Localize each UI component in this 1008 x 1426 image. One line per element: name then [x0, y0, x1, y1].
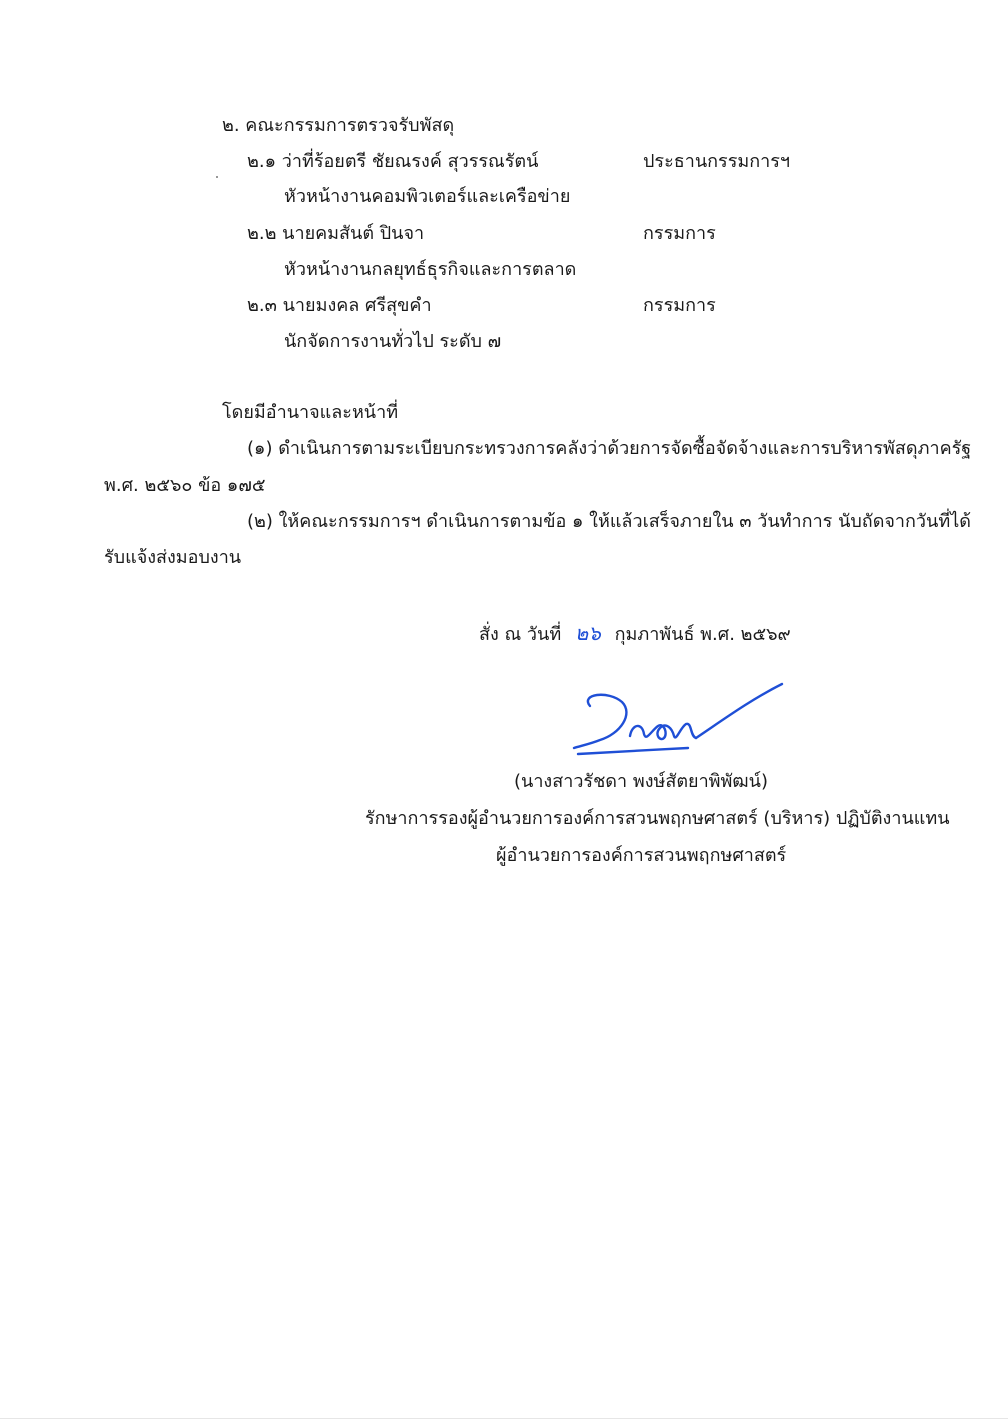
order-date-prefix: สั่ง ณ วันที่ [479, 624, 562, 645]
member-2-name: ๒.๒ นายคมสันต์ ปินจา [247, 223, 425, 244]
signer-name: (นางสาวรัชดา พงษ์สัตยาพิพัฒน์) [514, 771, 768, 792]
member-1-position: หัวหน้างานคอมพิวเตอร์และเครือข่าย [284, 186, 571, 207]
handwritten-signature [560, 676, 800, 772]
duties-heading: โดยมีอำนาจและหน้าที่ [222, 402, 399, 423]
member-3-position: นักจัดการงานทั่วไป ระดับ ๗ [284, 331, 502, 352]
order-date-month-year: กุมภาพันธ์ พ.ศ. ๒๕๖๙ [614, 624, 791, 645]
member-1-role: ประธานกรรมการฯ [643, 151, 791, 172]
scan-speck [216, 176, 218, 178]
page-edge-line [0, 1418, 1008, 1419]
member-3-name: ๒.๓ นายมงคล ศรีสุขคำ [247, 295, 432, 316]
order-date-day: ๒๖ [574, 621, 601, 645]
member-2-position: หัวหน้างานกลยุทธ์ธุรกิจและการตลาด [284, 259, 577, 280]
member-1-name: ๒.๑ ว่าที่ร้อยตรี ชัยณรงค์ สุวรรณรัตน์ [247, 151, 539, 172]
duty-2-line-2: รับแจ้งส่งมอบงาน [104, 547, 242, 568]
signer-title-line-1: รักษาการรองผู้อำนวยการองค์การสวนพฤกษศาสตร์ (บริหาร) ปฏิบัติงานแทน [365, 808, 950, 829]
signer-title-line-2: ผู้อำนวยการองค์การสวนพฤกษศาสตร์ [496, 845, 787, 866]
duty-1-line-2: พ.ศ. ๒๕๖๐ ข้อ ๑๗๕ [104, 475, 266, 496]
duty-1-line-1: (๑) ดำเนินการตามระเบียบกระทรวงการคลังว่าด้วยการจัดซื้อจัดจ้างและการบริหารพัสดุภาครัฐ [247, 438, 972, 459]
order-date-line [479, 620, 791, 648]
committee-heading: ๒. คณะกรรมการตรวจรับพัสดุ [222, 115, 455, 136]
duty-2-line-1: (๒) ให้คณะกรรมการฯ ดำเนินการตามข้อ ๑ ให้แล้วเสร็จภายใน ๓ วันทำการ นับถัดจากวันที่ได้ [247, 511, 971, 532]
member-2-role: กรรมการ [643, 223, 716, 244]
member-3-role: กรรมการ [643, 295, 716, 316]
